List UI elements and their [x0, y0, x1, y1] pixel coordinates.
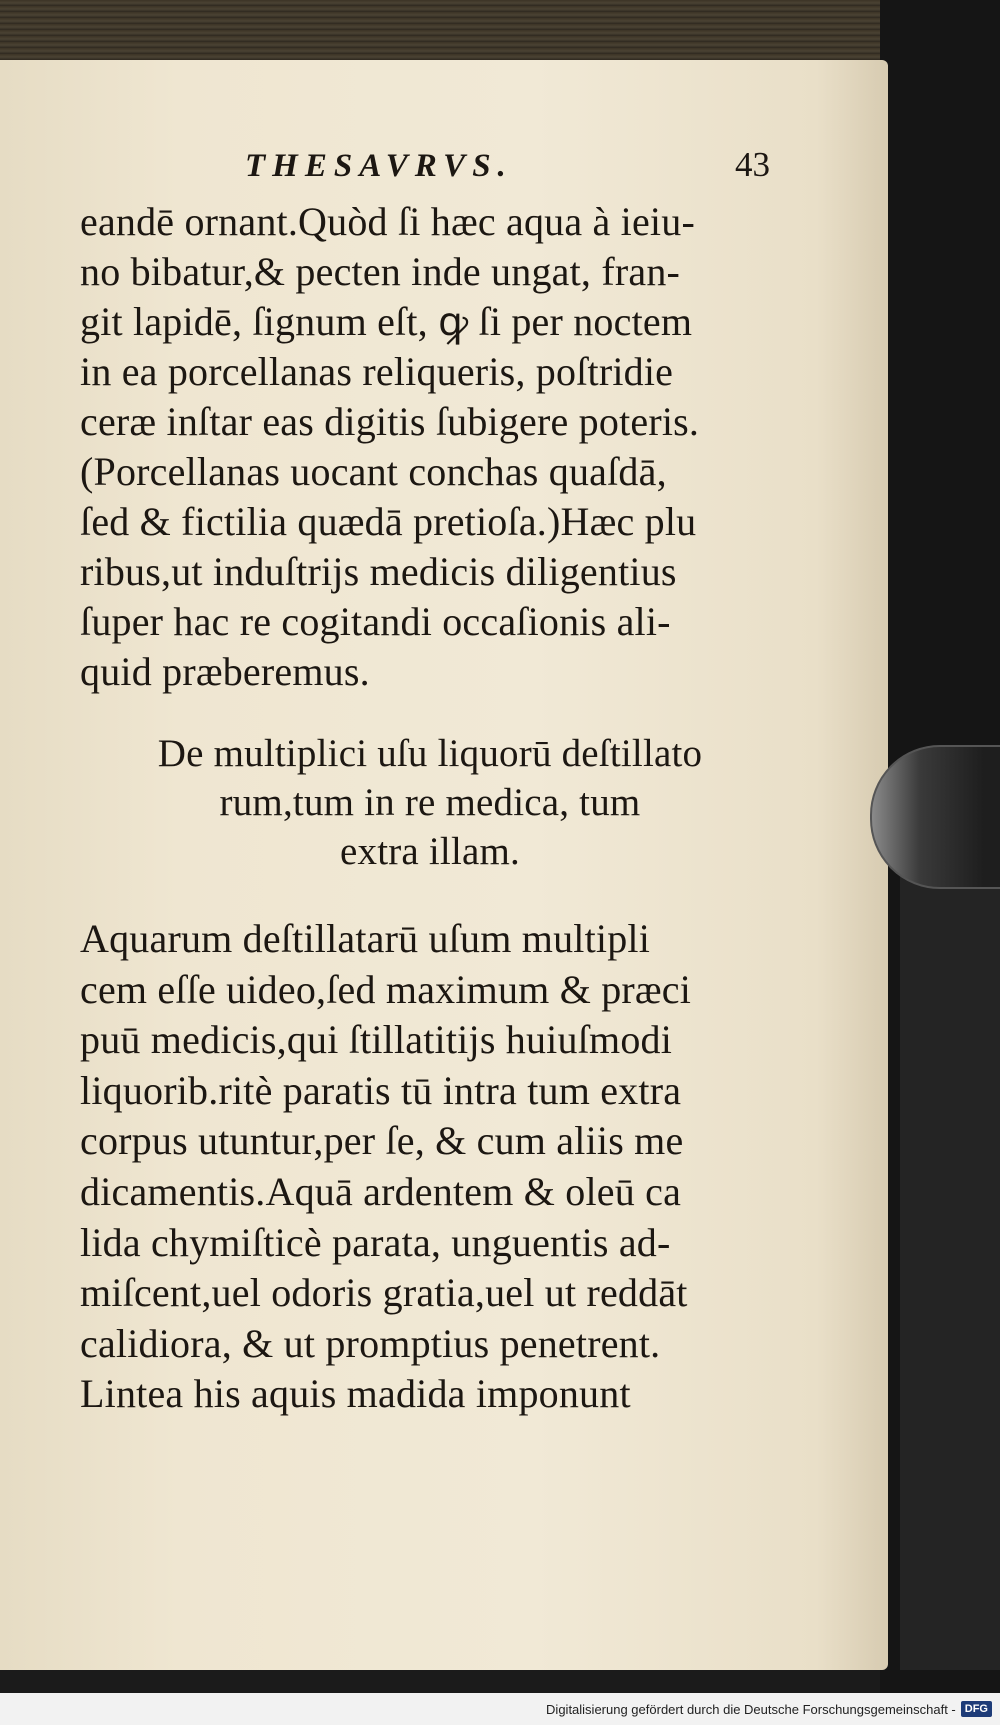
text-line: ſed & fictilia quædā pretioſa.)Hæc plu	[80, 499, 697, 544]
page-number: 43	[735, 145, 770, 184]
text-line: dicamentis.Aquā ardentem & oleū ca	[80, 1168, 682, 1214]
text-line: Lintea his aquis madida imponunt	[80, 1371, 631, 1417]
text-line: ſuper hac re cogitandi occaſionis ali-	[80, 599, 671, 644]
page-text	[80, 145, 780, 1420]
text-line: calidiora, & ut promptius penetrent.	[80, 1320, 661, 1366]
text-line: eandē ornant.Quòd ſi hæc aqua à ieiu-	[80, 199, 695, 244]
text-line: ribus,ut induſtrijs medicis diligentius	[80, 549, 677, 594]
text-line: ceræ inſtar eas digitis ſubigere poteris.	[80, 399, 700, 444]
book-cover-board	[900, 870, 1000, 1670]
text-line: liquorib.ritè paratis tū intra tum extra	[80, 1067, 682, 1113]
digitization-footer	[0, 1693, 1000, 1725]
text-line: git lapidē, ſignum eſt, ꝙ ſi per noctem	[80, 299, 693, 344]
text-line: quid præberemus.	[80, 649, 370, 694]
text-line: miſcent,uel odoris gratia,uel ut reddāt	[80, 1270, 688, 1316]
heading-line: extra illam.	[340, 830, 520, 873]
text-line: corpus utuntur,per ſe, & cum aliis me	[80, 1118, 684, 1164]
paragraph-2	[80, 914, 780, 1420]
running-head	[80, 145, 780, 195]
text-line: lida chymiſticè parata, unguentis ad-	[80, 1219, 671, 1265]
heading-line: rum,tum in re medica, tum	[219, 781, 641, 824]
text-line: (Porcellanas uocant conchas quaſdā,	[80, 449, 667, 494]
section-heading	[80, 729, 780, 876]
text-line: Aquarum deſtillatarū uſum multipli	[80, 916, 651, 961]
text-line: puū medicis,qui ſtillatitijs huiuſmodi	[80, 1017, 673, 1063]
text-line: no bibatur,& pecten inde ungat, fran-	[80, 249, 681, 294]
text-line: cem eſſe uideo,ſed maximum & præci	[80, 966, 692, 1012]
heading-line: De multiplici uſu liquorū deſtillato	[157, 732, 703, 775]
text-line: in ea porcellanas reliqueris, poſtridie	[80, 349, 674, 394]
book-clasp	[870, 745, 1000, 889]
funding-credit: Digitalisierung gefördert durch die Deutsche Forschungsgemeinschaft -	[546, 1701, 956, 1717]
paragraph-1	[80, 197, 780, 697]
running-title: THESAVRVS.	[245, 148, 513, 184]
dfg-logo: DFG	[961, 1701, 992, 1717]
